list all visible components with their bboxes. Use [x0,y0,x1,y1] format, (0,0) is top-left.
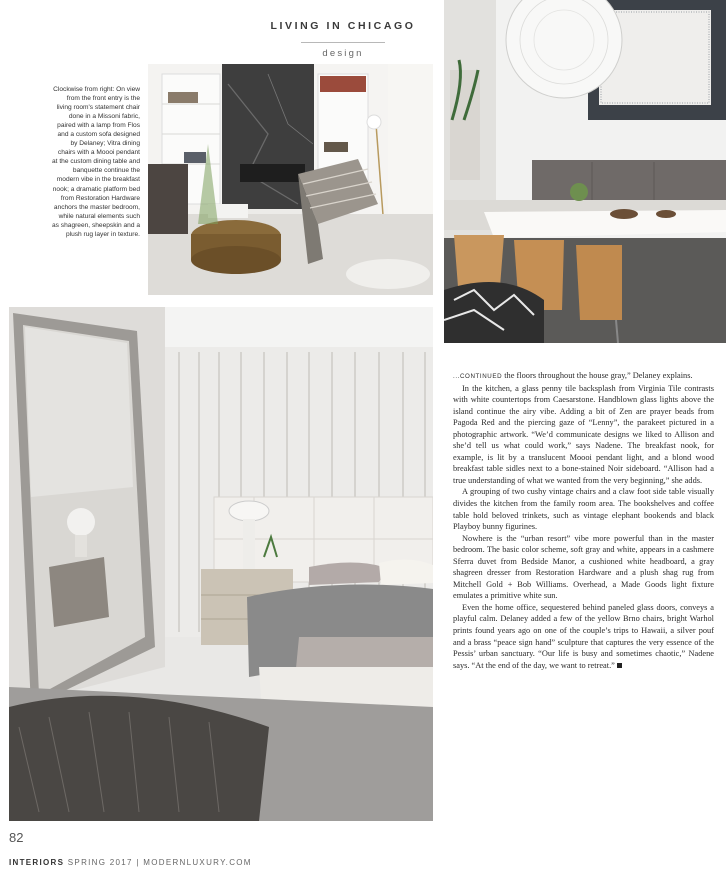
footer-issue: SPRING 2017 [67,858,133,867]
article-paragraph [453,370,714,383]
article-paragraph [453,602,714,671]
end-mark [617,663,622,668]
page-footer [9,858,252,867]
footer-separator: | [136,858,140,867]
article-body [453,370,714,671]
paragraph-text: the floors throughout the house gray,” Delaney explains. [504,371,693,380]
section-divider [301,42,385,43]
paragraph-text: Even the home office, sequestered behind paneled glass doors, conveys a playful calm. Delaney added a few of the yellow Brno chairs, bright Warhol prints found years ago on one of the couple’s trips to Hawaii, a silver pouf and a brass “peace sign hand” sculpture that captures the very essence of the Pessis’ urban sanctuary. “Our life is busy and sometimes chaotic,” Nadene says. “At the end of the day, we want to retreat.” [453,602,714,670]
living-room-photo [148,64,433,295]
continued-marker: ...CONTINUED [453,373,503,380]
master-bedroom-photo [9,307,433,821]
article-paragraph: Nowhere is the “urban resort” vibe more powerful than in the master bedroom. The basic color scheme, soft gray and white, appears in a cashmere Sferra duvet from Bedside Manor, a cushioned white headboard, a gray shagreen dresser from Restoration Hardware and a plush shag rug from Mitchell Gold + Bob Williams. Overhead, a Made Goods light fixture emulates a primitive white sun. [453,533,714,601]
section-subtitle: design [322,48,364,59]
footer-site: MODERNLUXURY.COM [143,858,252,867]
footer-brand: INTERIORS [9,858,65,867]
page-number: 82 [9,830,24,845]
article-paragraph: In the kitchen, a glass penny tile backsplash from Virginia Tile contrasts with white countertops from Caesarstone. Handblown glass lights above the island continue the airy vibe. Adding a bit of Zen are prayer beads from Pagoda Red and the piercing gaze of “Lenny”, the parakeet pictured in a photographic artwork. “We’d communicate designs we liked to Allison and she’d tell us what could work,” says Nadene. The breakfast nook, for example, is lit by a translucent Moooi pendant light, and a blond wood breakfast table sidles next to a bone-stained Noir sideboard. “Allison had a true understanding of what we wanted from the very beginning,” she adds. [453,383,714,485]
photo-caption: Clockwise from right: On view from the front entry is the living room's statement chair done in a Missoni fabric, paired with a lamp from Flos and a custom sofa designed by Delaney; Vitra dining chairs with a Moooi pendant at the custom dining table and banquette continue the modern vibe in the breakfast nook; a dramatic platform bed from Restoration Hardware anchors the master bedroom, while natural elements such as shagreen, sheepskin and a plush rug layer in texture. [52,86,140,238]
section-title: LIVING IN CHICAGO [270,20,416,32]
breakfast-nook-photo [444,0,726,343]
section-header [268,20,418,59]
article-paragraph: A grouping of two cushy vintage chairs and a claw foot side table visually divides the kitchen from the family room area. The bookshelves and coffee table hold beloved trinkets, such as vintage elephant bookends and black Playboy bunny figurines. [453,487,714,532]
